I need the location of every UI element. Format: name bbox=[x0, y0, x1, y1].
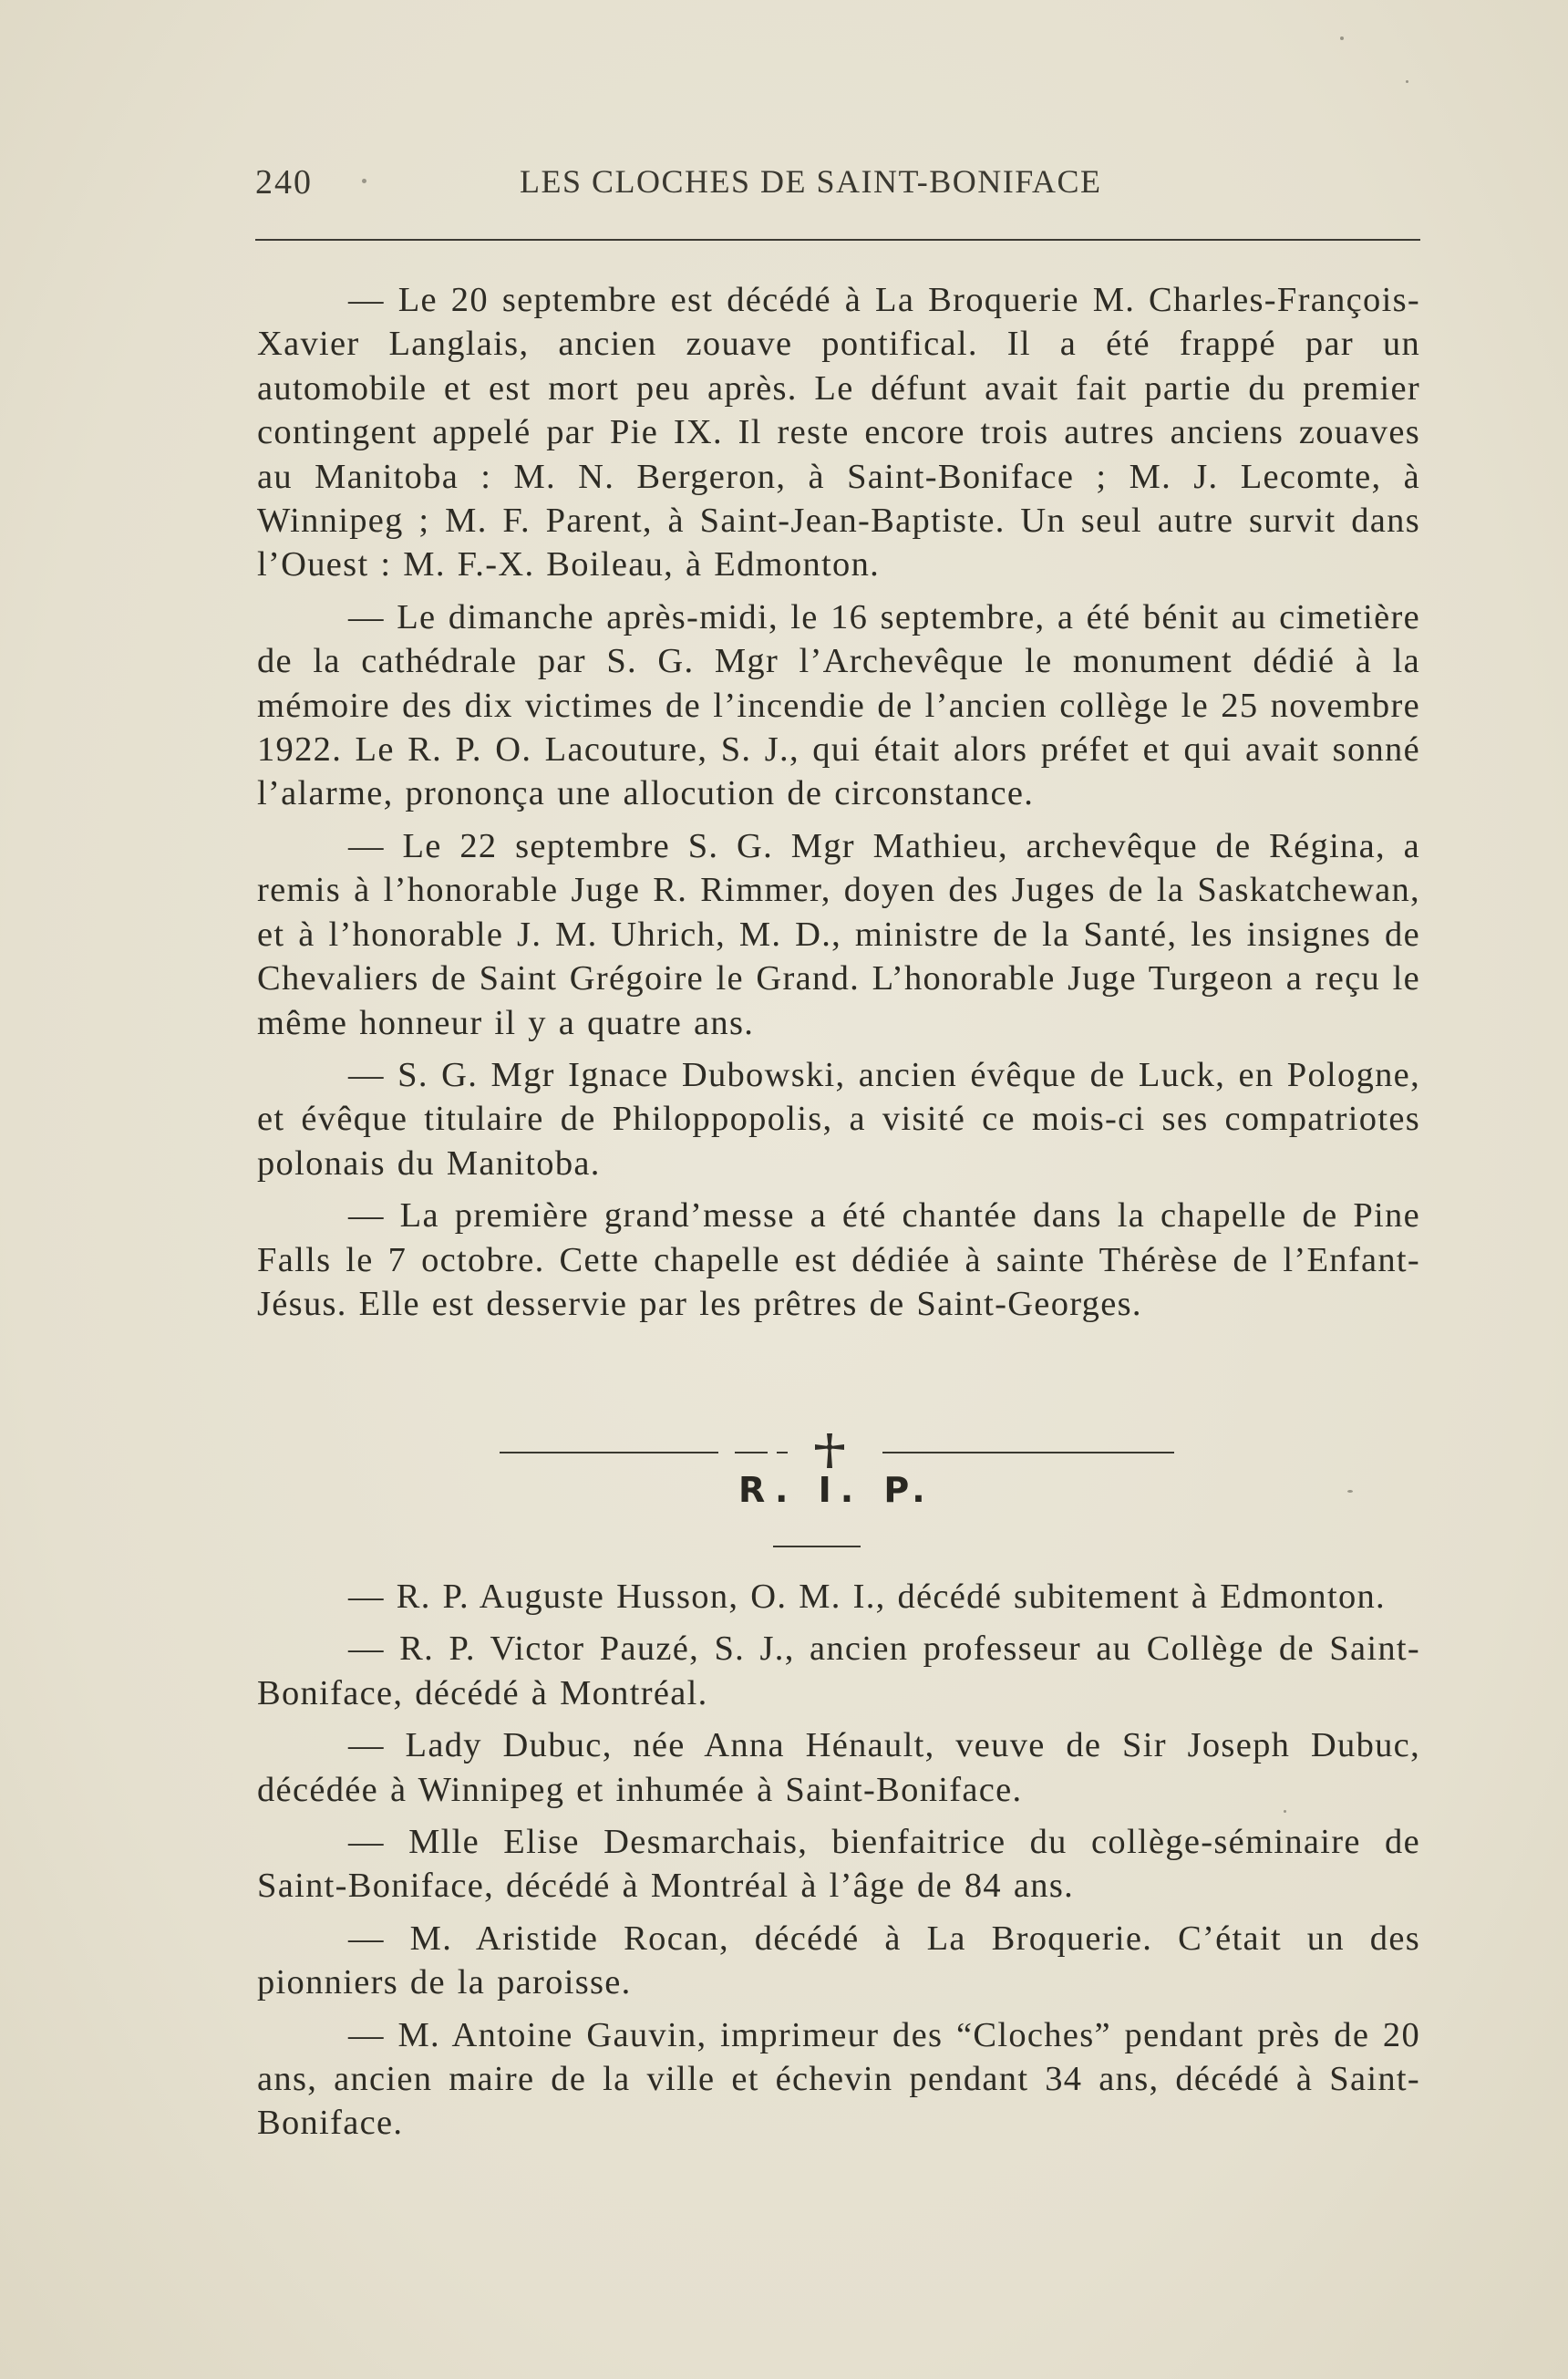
obituary-entry-6: — M. Antoine Gauvin, imprimeur des “Cloches” pendant près de 20 ans, ancien maire de la ville et échevin pendant 34 ans, décédé à Saint-Boniface. bbox=[257, 2015, 1420, 2143]
paper-speck bbox=[1284, 1810, 1286, 1813]
news-section bbox=[257, 278, 1420, 1334]
header-rule bbox=[255, 239, 1420, 241]
paper-speck bbox=[1340, 36, 1344, 40]
divider-dot bbox=[777, 1452, 788, 1453]
divider-dash bbox=[735, 1452, 768, 1453]
divider-line-left bbox=[500, 1452, 718, 1453]
page-header bbox=[255, 162, 1420, 208]
page-number: 240 bbox=[255, 163, 313, 202]
obituary-entry-3: — Lady Dubuc, née Anna Hénault, veuve de Sir Joseph Dubuc, décédée à Winnipeg et inhumée à Saint-Boniface. bbox=[257, 1726, 1420, 1809]
obituary-section bbox=[257, 1575, 1420, 2154]
obituary-entry-4: — Mlle Elise Desmarchais, bienfaitrice du collège-séminaire de Saint-Boniface, décédé à Montréal à l’âge de 84 ans. bbox=[257, 1823, 1420, 1906]
obituary-entry-2: — R. P. Victor Pauzé, S. J., ancien professeur au Collège de Saint-Boniface, décédé à Montréal. bbox=[257, 1629, 1420, 1712]
cross-pattee-icon bbox=[811, 1432, 848, 1470]
rip-heading-rule bbox=[773, 1546, 861, 1547]
obituary-entry-1: — R. P. Auguste Husson, O. M. I., décédé subitement à Edmonton. bbox=[348, 1577, 1386, 1616]
paper-speck bbox=[1347, 1490, 1353, 1493]
rip-heading: R. I. P. bbox=[738, 1470, 934, 1510]
section-divider-ornament bbox=[500, 1432, 1174, 1468]
paper-speck bbox=[1406, 80, 1408, 83]
running-title: LES CLOCHES DE SAINT-BONIFACE bbox=[520, 163, 1102, 200]
news-paragraph-3: — Le 22 septembre S. G. Mgr Mathieu, archevêque de Régina, a remis à l’honorable Juge R. Rimmer, doyen des Juges de la Saskatchewan, et à l’honorable J. M. Uhrich, M. D., ministre de la Santé, les insignes de Chevaliers de Saint Grégoire le Grand. L’honorable Juge Turgeon a reçu le même honneur il y a quatre ans. bbox=[257, 826, 1420, 1042]
news-paragraph-4: — S. G. Mgr Ignace Dubowski, ancien évêque de Luck, en Pologne, et évêque titulaire de Philoppopolis, a visité ce mois-ci ses compatriotes polonais du Manitoba. bbox=[257, 1055, 1420, 1183]
news-paragraph-2: — Le dimanche après-midi, le 16 septembre, a été bénit au cimetière de la cathédrale par S. G. Mgr l’Archevêque le monument dédié à la mémoire des dix victimes de l’incendie de l’ancien collège le 25 novembre 1922. Le R. P. O. Lacouture, S. J., qui était alors préfet et qui avait sonné l’alarme, prononça une allocution de circonstance. bbox=[257, 597, 1420, 813]
divider-line-right bbox=[882, 1452, 1174, 1453]
paper-speck bbox=[362, 179, 366, 183]
news-paragraph-5: — La première grand’messe a été chantée dans la chapelle de Pine Falls le 7 octobre. Cette chapelle est dédiée à sainte Thérèse de l’Enfant-Jésus. Elle est desservie par les prêtres de Saint-Georges. bbox=[257, 1196, 1420, 1323]
news-paragraph-1: — Le 20 septembre est décédé à La Broquerie M. Charles-François-Xavier Langlais, ancien zouave pontifical. Il a été frappé par un automobile et est mort peu après. Le défunt avait fait partie du premier contingent appelé par Pie IX. Il reste encore trois autres anciens zouaves au Manitoba : M. N. Bergeron, à Saint-Boniface ; M. J. Lecomte, à Winnipeg ; M. F. Parent, à Saint-Jean-Baptiste. Un seul autre survit dans l’Ouest : M. F.-X. Boileau, à Edmonton. bbox=[257, 281, 1420, 584]
obituary-entry-5: — M. Aristide Rocan, décédé à La Broquerie. C’était un des pionniers de la paroisse. bbox=[257, 1919, 1420, 2002]
